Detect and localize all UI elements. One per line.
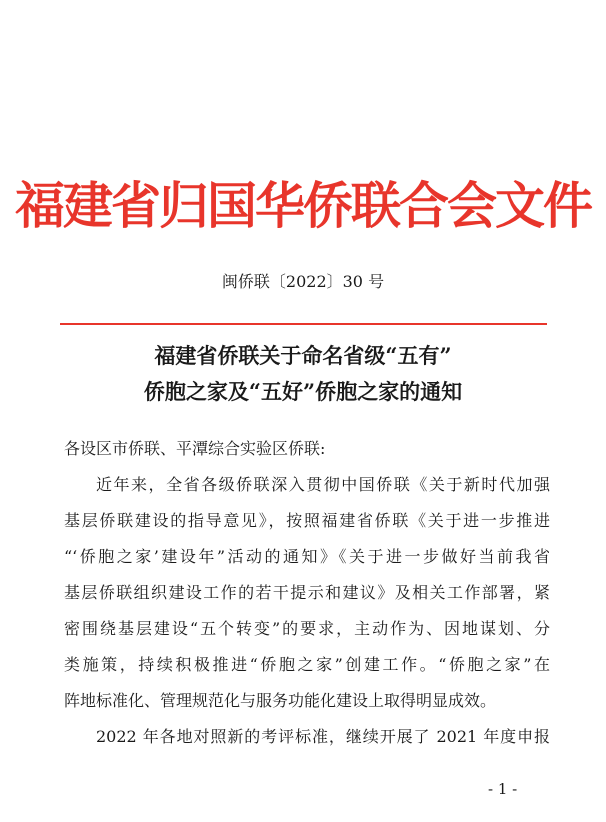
body-line: 基层侨联建设的指导意见》，按照福建省侨联《关于进一步推进 (64, 511, 550, 530)
document-masthead: 福建省归国华侨联合会文件 (15, 177, 591, 235)
body-line: “‘侨胞之家’建设年”活动的通知》《关于进一步做好当前我省 (64, 547, 550, 566)
page-number: - 1 - (488, 780, 518, 798)
salutation: 各设区市侨联、平潭综合实验区侨联: (64, 439, 326, 458)
title-line-2: 侨胞之家及“五好”侨胞之家的通知 (143, 379, 463, 404)
body-line: 密围绕基层建设“五个转变”的要求，主动作为、因地谋划、分 (64, 619, 550, 638)
document-number: 闽侨联〔2022〕30 号 (221, 272, 385, 291)
body-line: 近年来，全省各级侨联深入贯彻中国侨联《关于新时代加强 (96, 475, 550, 494)
title-line-1: 福建省侨联关于命名省级“五有” (154, 343, 452, 368)
body-line: 基层侨联组织建设工作的若干提示和建议》及相关工作部署，紧 (64, 583, 550, 602)
body-line: 2022 年各地对照新的考评标准，继续开展了 2021 年度申报 (96, 727, 550, 746)
body-line: 类施策，持续积极推进“侨胞之家”创建工作。“侨胞之家”在 (64, 655, 550, 674)
red-divider-line (60, 323, 547, 325)
body-line: 阵地标准化、管理规范化与服务功能化建设上取得明显成效。 (64, 691, 497, 710)
